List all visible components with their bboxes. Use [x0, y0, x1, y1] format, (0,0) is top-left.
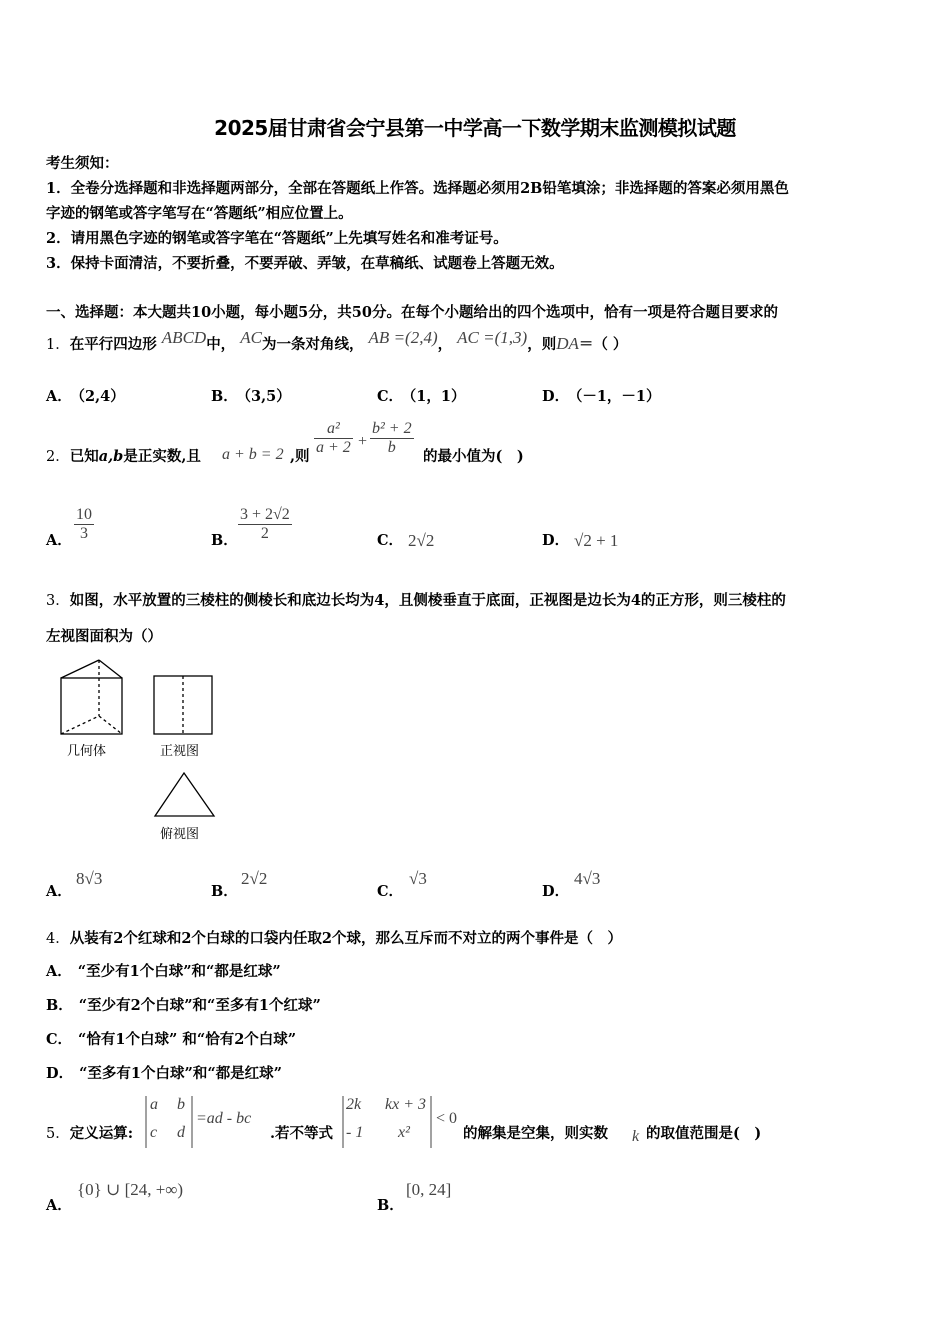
q3-option-a-label: A． [46, 883, 72, 900]
section-heading: 一、选择题：本大题共10小题，每小题5分，共50分。在每个小题给出的四个选项中，恰有一项是符合题目要求的 [46, 304, 778, 321]
question-5 [46, 1122, 133, 1143]
notice-line: 3．保持卡面清洁，不要折叠，不要弄破、弄皱，在草稿纸、试题卷上答题无效。 [46, 255, 564, 272]
q5-text: 定义运算: [69, 1125, 134, 1142]
fraction-denominator: a + 2 [316, 439, 351, 456]
fraction-denominator: 3 [74, 524, 94, 543]
question-3 [46, 589, 786, 610]
q5-option-b-label: B． [377, 1197, 404, 1214]
fraction-denominator: 2 [238, 524, 292, 543]
q5-text: 的解集是空集，则实数 [463, 1125, 608, 1142]
q1-math: AC =(1,3) [457, 328, 528, 347]
fraction-denominator: b [370, 438, 414, 457]
figure-label-top: 俯视图 [160, 827, 200, 842]
q3-option-c-label: C． [377, 883, 404, 900]
q1-math: ABCD [161, 328, 207, 347]
question-4 [46, 927, 622, 948]
q1-text: ， [437, 336, 453, 353]
q3-option-d: 4√3 [574, 869, 601, 888]
q2-option-d: √2 + 1 [574, 531, 619, 550]
question-number: 3． [46, 593, 70, 609]
q5-option-a-label: A． [46, 1197, 72, 1214]
q2-text: ,则 [290, 448, 310, 465]
det1-entry: b [177, 1096, 185, 1113]
q1-option-a: A． （2,4） [46, 388, 125, 405]
q2-option-a [74, 506, 94, 543]
det1-entry: a [150, 1096, 158, 1113]
notice-heading: 考生须知： [46, 155, 119, 172]
q1-option-b: B． （3,5） [211, 388, 291, 405]
notice-line: 1．全卷分选择题和非选择题两部分，全部在答题纸上作答。选择题必须用2B铅笔填涂；非选择题的答案必须用黑色 [46, 180, 789, 197]
q2-option-d-label: D． [542, 532, 570, 549]
q5-text: .若不等式 [270, 1125, 334, 1142]
figure-label-solid: 几何体 [67, 744, 107, 759]
q3-option-b: 2√2 [241, 869, 268, 888]
prism-solid-figure [55, 658, 130, 738]
q2-option-b [238, 506, 292, 543]
det2-less-than: < 0 [436, 1110, 458, 1127]
q3-text: 左视图面积为（） [46, 628, 162, 645]
q2-option-a-label: A． [46, 532, 72, 549]
q1-text: ，则 [527, 336, 557, 353]
fraction-numerator: a² [327, 420, 340, 437]
question-number: 4． [46, 931, 70, 947]
det2-entry: 2k [346, 1096, 362, 1113]
det2-entry: - 1 [346, 1124, 364, 1141]
q1-option-d: D． （－1，－1） [542, 388, 661, 405]
page-title: 2025届甘肃省会宁县第一中学高一下数学期末监测模拟试题 [214, 116, 736, 140]
det2-entry: kx + 3 [385, 1096, 426, 1113]
fraction-numerator: b² + 2 [372, 420, 412, 437]
notice-line: 2．请用黑色字迹的钢笔或答字笔在“答题纸”上先填写姓名和准考证号。 [46, 230, 508, 247]
det1-equals: =ad - bc [196, 1110, 252, 1127]
question-number: 1． [46, 337, 70, 353]
q3-option-d-label: D． [542, 883, 570, 900]
q2-text: 是正实数,且 [123, 448, 201, 465]
question-2 [46, 445, 201, 466]
q1-text: 在平行四边形 [69, 336, 157, 353]
q2-plus: + [358, 433, 368, 450]
fraction-numerator: 10 [76, 506, 92, 523]
question-1 [46, 328, 628, 354]
q1-math: AB =(2,4) [368, 328, 438, 347]
q2-option-b-label: B． [211, 532, 238, 549]
q1-math: DA [556, 334, 579, 353]
q1-math: AC [240, 328, 262, 347]
q4-option-b: B． “至少有2个白球”和“至多有1个红球” [46, 997, 321, 1014]
q1-option-c: C． （1，1） [377, 388, 466, 405]
q1-text: ＝（ ） [578, 336, 628, 353]
question-number: 2． [46, 449, 70, 465]
q5-var: k [632, 1128, 640, 1145]
q4-option-d: D． “至多有1个白球”和“都是红球” [46, 1065, 283, 1082]
q5-option-b: [0, 24] [406, 1180, 452, 1199]
q2-vars: a,b [98, 448, 124, 465]
q5-option-a: {0} ∪ [24, +∞) [77, 1180, 184, 1199]
q2-fraction-1 [314, 420, 353, 457]
top-view-figure [152, 770, 218, 820]
q2-option-c-label: C． [377, 532, 404, 549]
fraction-numerator: 3 + 2√2 [240, 506, 290, 523]
q2-condition: a + b = 2 [222, 446, 284, 463]
q3-option-a: 8√3 [76, 869, 103, 888]
q2-text: 的最小值为( ) [423, 448, 524, 465]
q4-option-c: C． “恰有1个白球” 和“恰有2个白球” [46, 1031, 297, 1048]
q3-text: 如图，水平放置的三棱柱的侧棱长和底边长均为4，且侧棱垂直于底面，正视图是边长为4的正方形，则三棱柱的 [69, 592, 786, 609]
q1-text: 中， [206, 336, 236, 353]
notice-line: 字迹的钢笔或答字笔写在“答题纸”相应位置上。 [46, 205, 353, 222]
q2-fraction-2 [370, 420, 414, 457]
figure-label-front: 正视图 [160, 744, 200, 759]
det1-entry: c [150, 1124, 158, 1141]
q3-option-c: √3 [409, 869, 427, 888]
q2-option-c: 2√2 [408, 531, 435, 550]
q2-text: 已知 [69, 448, 99, 465]
q1-text: 为一条对角线， [261, 336, 364, 353]
question-number: 5． [46, 1126, 70, 1142]
q5-text: 的取值范围是( ) [646, 1125, 762, 1142]
det2-entry: x² [398, 1124, 410, 1141]
front-view-figure [152, 674, 216, 736]
q4-option-a: A． “至少有1个白球”和“都是红球” [46, 963, 281, 980]
q3-option-b-label: B． [211, 883, 238, 900]
det1-entry: d [177, 1124, 185, 1141]
q4-text: 从装有2个红球和2个白球的口袋内任取2个球，那么互斥而不对立的两个事件是（ ） [69, 930, 622, 947]
